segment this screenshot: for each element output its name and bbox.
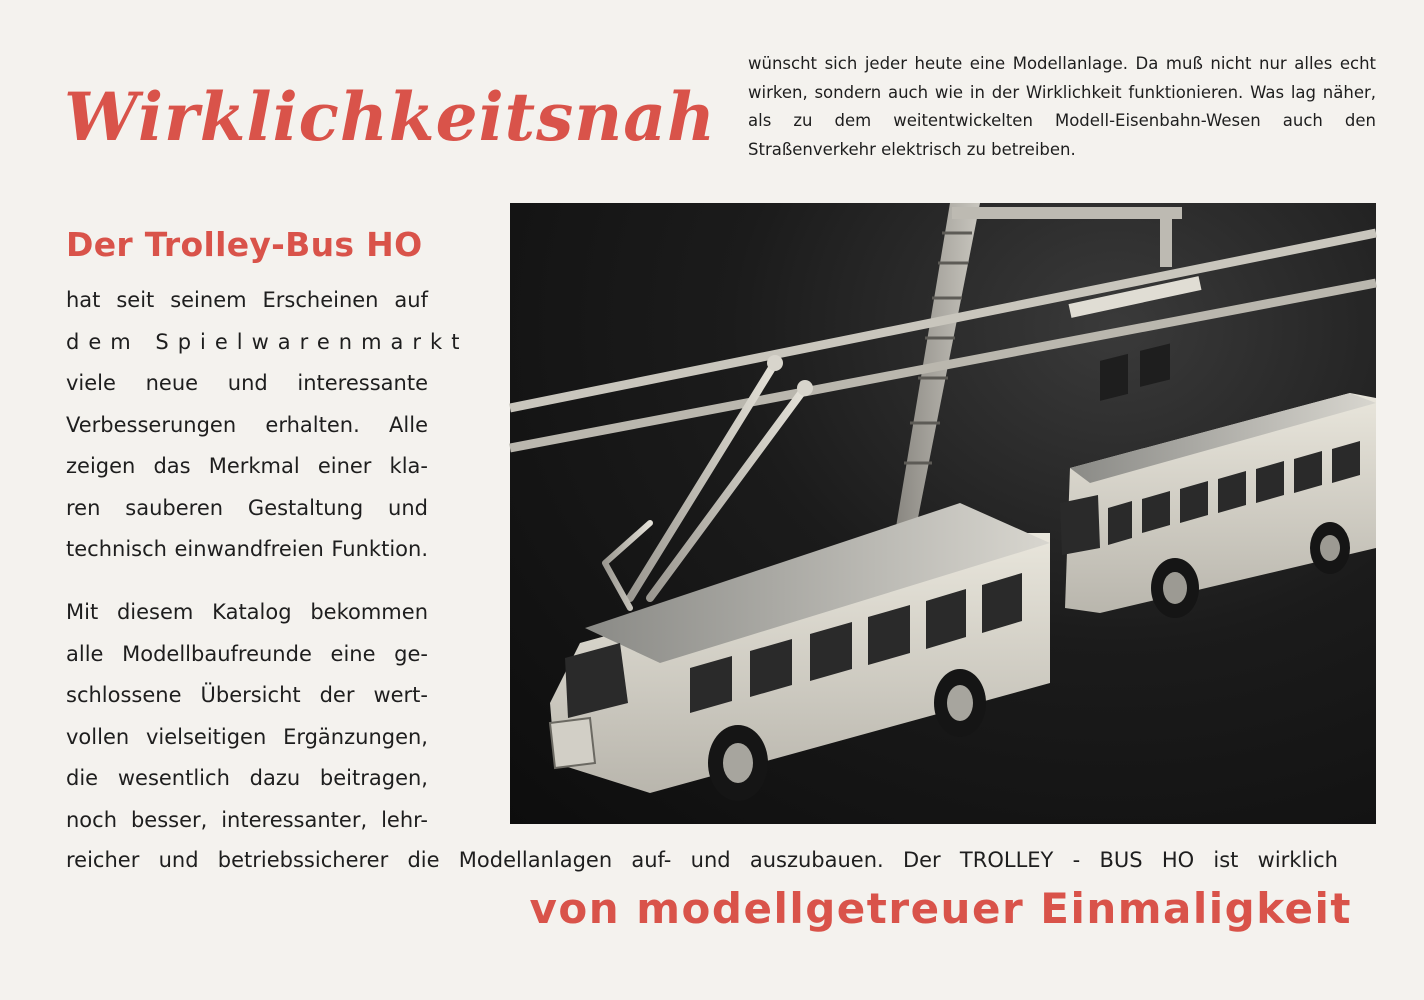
paragraph-line: technisch einwandfreien Funktion. bbox=[66, 537, 428, 561]
paragraph-line: viele neue und interessante bbox=[66, 371, 428, 395]
paragraph-line: dem Spielwarenmarkt bbox=[66, 329, 469, 354]
trolley-bus-photo bbox=[510, 203, 1376, 824]
paragraph-line: ren sauberen Gestaltung und bbox=[66, 495, 428, 520]
slogan: von modellgetreuer Einmaligkeit bbox=[529, 884, 1352, 933]
paragraph-line: hat seit seinem Erscheinen auf bbox=[66, 288, 428, 312]
paragraph-line: Verbesserungen erhalten. Alle bbox=[66, 412, 428, 437]
paragraph-line: alle Modellbaufreunde eine ge- bbox=[66, 641, 428, 666]
paragraph-line: noch besser, interessanter, lehr- bbox=[66, 807, 428, 832]
bottom-text-line: reicher und betriebssicherer die Modellanlagen auf- und auszubauen. Der TROLLEY - BUS HO ist wirklich bbox=[66, 848, 1338, 872]
trailer-bus bbox=[1060, 343, 1376, 618]
paragraph-line: schlossene Übersicht der wert- bbox=[66, 683, 428, 707]
section-heading: Der Trolley-Bus HO bbox=[66, 225, 423, 264]
page-title: Wirklichkeitsnah bbox=[64, 78, 717, 156]
paragraph-line: die wesentlich dazu beitragen, bbox=[66, 766, 428, 790]
paragraph-2 bbox=[66, 592, 428, 841]
intro-text: wünscht sich jeder heute eine Modellanlage. Da muß nicht nur alles echt wirken, sondern auch wie in der Wirklichkeit funktionieren. Was lag näher, als zu dem weitentwickelten Modell-Eisenbahn-Wesen auch den Straßenverkehr elektrisch zu betreiben. bbox=[748, 54, 1376, 159]
paragraph-line: Mit diesem Katalog bekommen bbox=[66, 600, 428, 624]
paragraph-line: zeigen das Merkmal einer kla- bbox=[66, 454, 428, 478]
paragraph-line: vollen vielseitigen Ergänzungen, bbox=[66, 724, 428, 749]
paragraph-1 bbox=[66, 280, 469, 571]
